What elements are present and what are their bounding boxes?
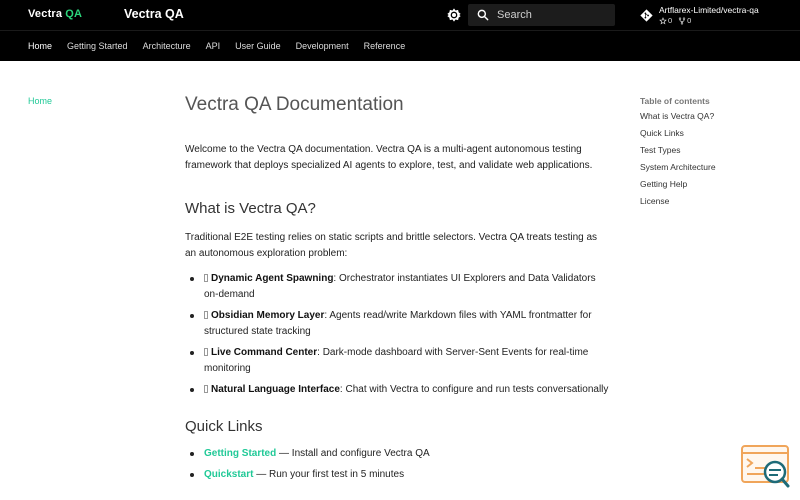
tab-user-guide[interactable]: User Guide <box>235 41 281 51</box>
feature-name: Live Command Center <box>211 347 318 358</box>
repo-name: Artflarex-Limited/vectra-qa <box>659 5 759 15</box>
search-docs-widget[interactable] <box>740 444 792 490</box>
list-item <box>185 271 610 303</box>
sidebar-item-home[interactable]: Home <box>28 96 53 106</box>
link-description: — Install and configure Vectra QA <box>276 448 430 459</box>
list-item <box>185 446 610 462</box>
feature-list <box>185 271 610 398</box>
search-placeholder: Search <box>497 9 532 21</box>
feature-name: Obsidian Memory Layer <box>211 310 325 321</box>
toc-item-license[interactable]: License <box>640 196 670 206</box>
emoji-placeholder-icon <box>204 348 208 356</box>
logo-text: Vectra <box>28 8 63 20</box>
list-item <box>185 467 610 483</box>
tab-getting-started[interactable]: Getting Started <box>67 41 128 51</box>
toc-item-system-architecture[interactable]: System Architecture <box>640 162 716 172</box>
repo-forks-count: 0 <box>687 16 692 25</box>
table-of-contents <box>640 96 790 213</box>
site-title: Vectra QA <box>124 7 184 21</box>
feature-name: Natural Language Interface <box>211 384 340 395</box>
emoji-placeholder-icon <box>204 274 208 282</box>
search-box[interactable] <box>468 4 615 26</box>
tab-development[interactable]: Development <box>295 41 349 51</box>
feature-text: : Dark-mode dashboard with Server-Sent Events for real-time monitoring <box>204 347 589 374</box>
page-title: Vectra QA Documentation <box>185 94 404 115</box>
repo-forks <box>678 16 691 25</box>
fork-icon <box>678 17 686 25</box>
getting-started-link[interactable]: Getting Started <box>204 448 277 459</box>
git-icon <box>640 9 653 22</box>
list-item <box>185 308 610 340</box>
main-content <box>185 92 610 488</box>
repo-link[interactable] <box>640 5 759 27</box>
intro-paragraph: Welcome to the Vectra QA documentation. Vectra QA is a multi-agent autonomous testing framework that deploys specialized AI agents to explore, test, and validate web applications. <box>185 144 593 171</box>
feature-name: Dynamic Agent Spawning <box>211 273 334 284</box>
list-item <box>185 382 610 398</box>
feature-text: : Orchestrator instantiates UI Explorers and Data Validators on-demand <box>204 273 596 300</box>
toc-item-getting-help[interactable]: Getting Help <box>640 179 688 189</box>
site-logo[interactable] <box>28 8 82 20</box>
logo-accent: QA <box>65 8 83 20</box>
what-paragraph: Traditional E2E testing relies on static scripts and brittle selectors. Vectra QA treats testing as an autonomous exploration problem: <box>185 232 598 259</box>
toc-item-quick-links[interactable]: Quick Links <box>640 128 684 138</box>
heading-what-is: What is Vectra QA? <box>185 200 316 217</box>
toc-item-what-is[interactable]: What is Vectra QA? <box>640 111 715 121</box>
feature-text: : Chat with Vectra to configure and run tests conversationally <box>339 384 609 395</box>
search-icon <box>476 8 490 22</box>
repo-stars <box>659 16 672 25</box>
emoji-placeholder-icon <box>204 385 208 393</box>
quickstart-link[interactable]: Quickstart <box>204 469 254 480</box>
toc-title: Table of contents <box>640 96 710 106</box>
tab-architecture[interactable]: Architecture <box>142 41 191 51</box>
toc-item-test-types[interactable]: Test Types <box>640 145 681 155</box>
link-description: — Run your first test in 5 minutes <box>253 469 405 480</box>
tab-reference[interactable]: Reference <box>363 41 406 51</box>
theme-toggle-button[interactable] <box>446 7 462 23</box>
heading-quick-links: Quick Links <box>185 418 263 435</box>
star-icon <box>659 17 667 25</box>
brightness-icon <box>446 7 462 23</box>
nav-tabs <box>0 30 800 61</box>
quick-links-list <box>185 446 610 483</box>
feature-text: : Agents read/write Markdown files with YAML frontmatter for structured state tracking <box>204 310 592 337</box>
tab-api[interactable]: API <box>205 41 221 51</box>
repo-stars-count: 0 <box>668 16 673 25</box>
list-item <box>185 345 610 377</box>
emoji-placeholder-icon <box>204 311 208 319</box>
top-header <box>0 0 800 30</box>
tab-home[interactable]: Home <box>28 41 53 51</box>
search-docs-widget-icon <box>740 444 792 490</box>
